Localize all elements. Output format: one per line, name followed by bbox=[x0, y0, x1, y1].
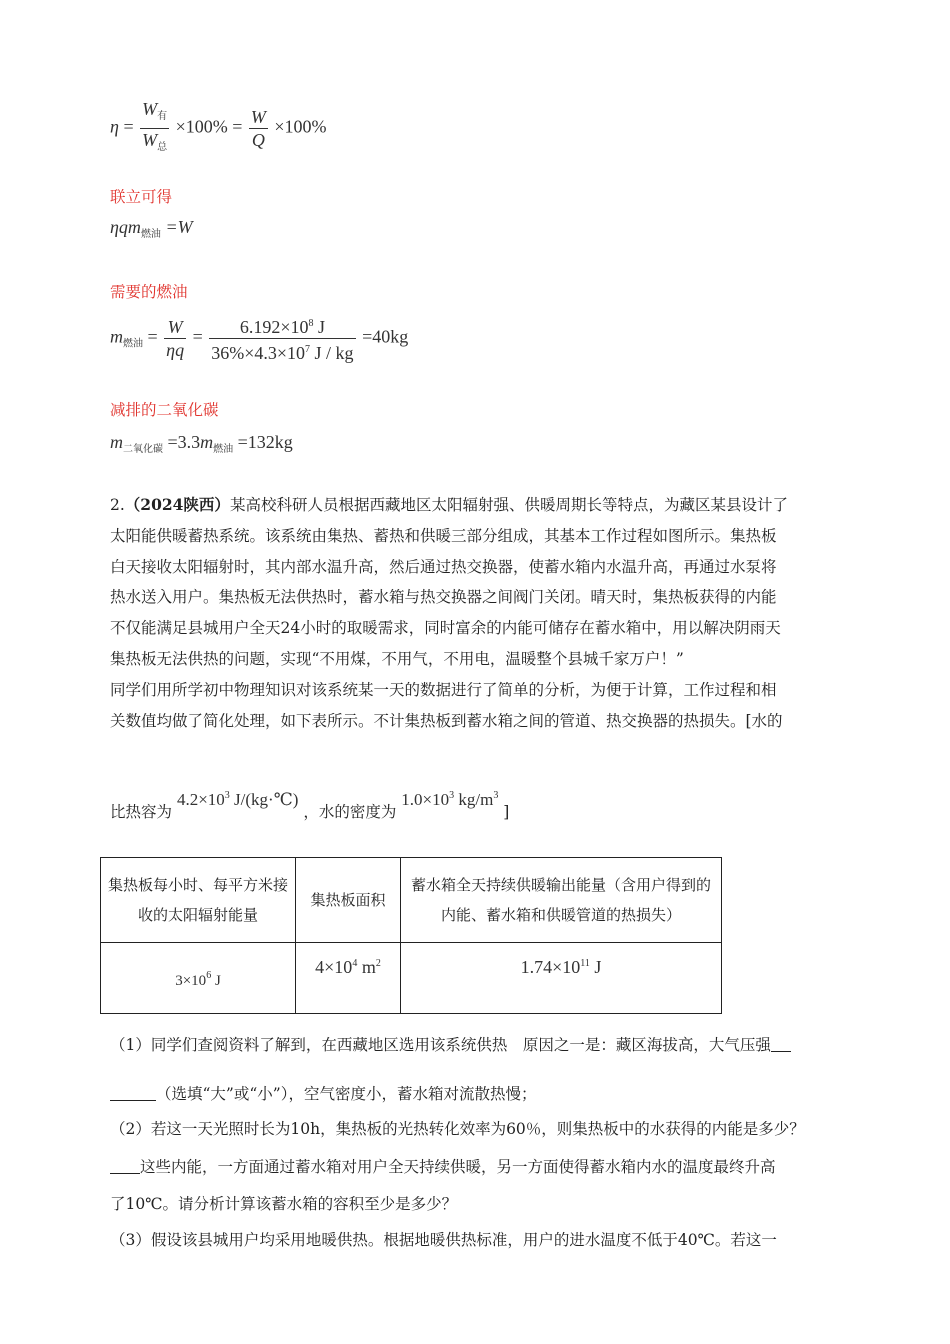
problem-line: 同学们用所学初中物理知识对该系统某一天的数据进行了简单的分析，为便于计算，工作过程和相 bbox=[110, 680, 777, 699]
equals-sign: = bbox=[123, 116, 134, 137]
density-text: ，水的密度为 bbox=[303, 803, 397, 821]
problem-line: 关数值均做了简化处理，如下表所示。不计集热板到蓄水箱之间的管道、热交换器的热损失。[水的 bbox=[110, 711, 783, 730]
work-symbol: W bbox=[250, 107, 266, 127]
co2-formula bbox=[110, 432, 293, 455]
question-2-line-2: 这些内能，一方面通过蓄水箱对用户全天持续供暖，另一方面使得蓄水箱内水的温度最终升高 bbox=[110, 1155, 776, 1177]
joint-formula bbox=[110, 217, 193, 240]
equals-sign: = bbox=[192, 326, 203, 347]
work-symbol: W bbox=[142, 130, 158, 150]
problem-paragraph bbox=[110, 490, 840, 736]
eta-symbol: η bbox=[110, 116, 119, 137]
problem-line: 太阳能供暖蓄热系统。该系统由集热、蓄热和供暖三部分组成，其基本工作过程如图所示。集热板 bbox=[110, 526, 777, 545]
header-area: 集热板面积 bbox=[296, 858, 401, 943]
bracket-close: ] bbox=[503, 803, 510, 821]
question-1-line-1: （1）同学们查阅资料了解到，在西藏地区选用该系统供热 原因之一是：藏区海拔高，大气压强 bbox=[110, 1033, 791, 1055]
equals-sign: = bbox=[147, 326, 158, 347]
label-co2: 减排的二氧化碳 bbox=[110, 401, 219, 419]
constants-line bbox=[110, 790, 510, 822]
efficiency-formula bbox=[110, 98, 327, 159]
w-over-etaq-fraction bbox=[164, 316, 186, 361]
cell-area: $4\times 10^4$ $m^2$ bbox=[296, 943, 401, 1014]
mass-symbol: m bbox=[110, 326, 123, 347]
cell-output-energy: $1.74\times 10^{11}$ J bbox=[401, 943, 722, 1014]
co2-subscript: 二氧化碳 bbox=[123, 444, 163, 455]
numerator-value: 6.192×10 bbox=[239, 317, 309, 337]
question-2-line-1: （2）若这一天光照时长为10h，集热板的光热转化效率为60％，则集热板中的水获得的内能是多少？ bbox=[110, 1120, 805, 1138]
fuel-formula bbox=[110, 313, 408, 364]
eta-q-symbol: ηq bbox=[166, 340, 185, 360]
heat-prefix: 比热容为 bbox=[110, 803, 173, 821]
denominator-value: 36%×4.3×10 bbox=[211, 343, 306, 363]
density-value: $1.0\times 10^3$ $kg/m^3$ bbox=[401, 790, 499, 809]
answer-blank[interactable] bbox=[110, 1086, 156, 1101]
fuel-subscript: 燃油 bbox=[213, 444, 234, 455]
useful-subscript: 有 bbox=[157, 111, 168, 122]
equals-sign: = bbox=[232, 116, 243, 137]
work-ratio-fraction bbox=[140, 98, 169, 159]
heat-symbol: Q bbox=[251, 130, 265, 150]
fuel-subscript: 燃油 bbox=[140, 229, 161, 240]
co2-result: =132kg bbox=[237, 432, 293, 452]
data-table bbox=[100, 857, 722, 1014]
problem-line: 不仅能满足县城用户全天24小时的取暖需求，同时富余的内能可储存在蓄水箱中，用以解决阴雨天 bbox=[110, 619, 781, 638]
numerator-unit: J bbox=[313, 317, 325, 337]
eta-q-m: ηqm bbox=[110, 217, 141, 237]
fuel-result: =40kg bbox=[362, 326, 409, 347]
percent-factor: ×100% bbox=[175, 116, 228, 137]
problem-number: 2. bbox=[110, 496, 125, 514]
problem-line: 白天接收太阳辐射时，其内部水温升高，然后通过热交换器，使蓄水箱内水温升高，再通过水泵将 bbox=[110, 557, 777, 576]
work-symbol: W bbox=[164, 316, 186, 339]
work-symbol: W bbox=[142, 99, 158, 119]
header-radiation: 集热板每小时、每平方米接收的太阳辐射能量 bbox=[101, 858, 296, 943]
cell-radiation: $3\times 10^6$ J bbox=[101, 943, 296, 1014]
header-output-energy: 蓄水箱全天持续供暖输出能量（含用户得到的内能、蓄水箱和供暖管道的热损失） bbox=[401, 858, 722, 943]
problem-line: 热水送入用户。集热板无法供热时，蓄水箱与热交换器之间阀门关闭。晴天时，集热板获得的内能 bbox=[110, 588, 777, 607]
ratio-factor: =3.3 bbox=[167, 432, 201, 452]
equals-work: =W bbox=[165, 217, 193, 237]
denominator-exponent: 7 bbox=[305, 344, 311, 355]
problem-source: （2024陕西） bbox=[124, 495, 230, 514]
table-header-row bbox=[101, 858, 722, 943]
mass-symbol: m bbox=[110, 432, 123, 452]
label-joint: 联立可得 bbox=[110, 188, 173, 206]
numerator-exponent: 8 bbox=[308, 318, 314, 329]
denominator-unit: J / kg bbox=[310, 343, 354, 363]
question-1-line-2: （选填“大”或“小”），空气密度小，蓄水箱对流散热慢； bbox=[110, 1082, 536, 1104]
question-2-line-3: 了10℃。请分析计算该蓄水箱的容积至少是多少？ bbox=[110, 1195, 458, 1213]
question-3-line-1: （3）假设该县城用户均采用地暖供热。根据地暖供热标准，用户的进水温度不低于40℃。若这一 bbox=[110, 1231, 777, 1249]
label-fuel: 需要的燃油 bbox=[110, 283, 188, 301]
fuel-subscript: 燃油 bbox=[123, 338, 143, 350]
answer-blank[interactable] bbox=[771, 1037, 791, 1052]
table-row bbox=[101, 943, 722, 1014]
answer-blank[interactable] bbox=[110, 1159, 140, 1174]
numeric-fraction bbox=[209, 313, 355, 364]
total-subscript: 总 bbox=[157, 142, 168, 153]
specific-heat-value: $4.2\times 10^3$ J/(kg·℃) bbox=[176, 790, 299, 809]
work-heat-fraction bbox=[249, 106, 268, 151]
percent-factor: ×100% bbox=[274, 116, 327, 137]
problem-line: 2.（2024陕西）某高校科研人员根据西藏地区太阳辐射强、供暖周期长等特点，为藏区某县设计了 bbox=[110, 495, 788, 514]
mass-symbol: m bbox=[200, 432, 214, 452]
problem-line: 集热板无法供热的问题，实现“不用煤，不用气，不用电，温暖整个县城千家万户！” bbox=[110, 649, 684, 668]
